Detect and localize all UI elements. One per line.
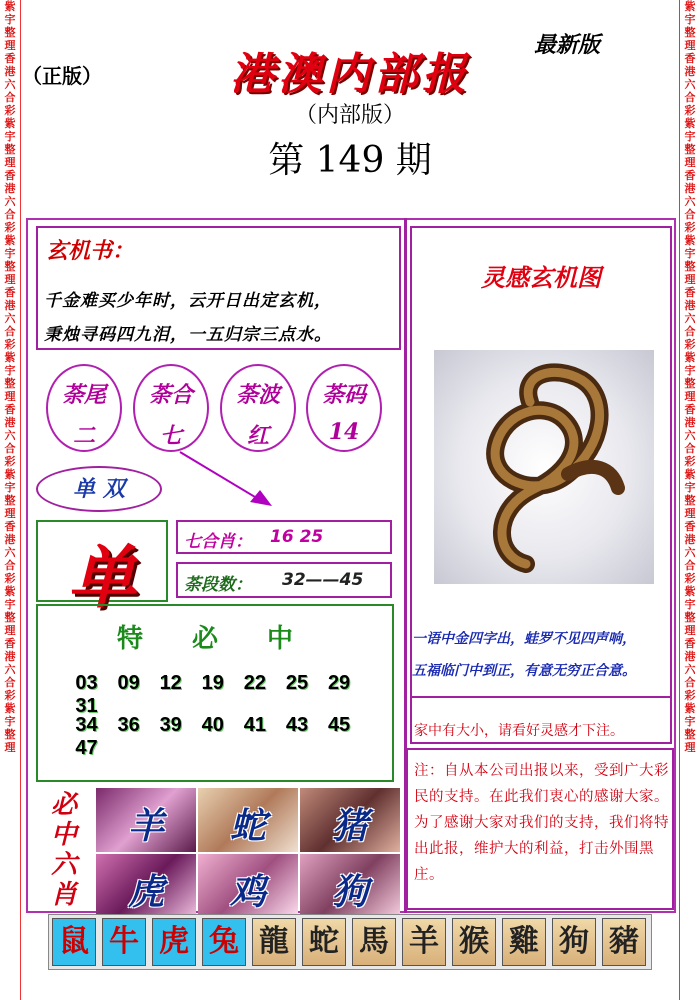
- tebi-number: 03: [75, 672, 98, 694]
- tebi-number: 40: [201, 714, 224, 736]
- big-char-box: [36, 520, 168, 618]
- lingan-poem-1: 一语中金四字出，蛙罗不见四声响，: [412, 631, 636, 647]
- tebi-row-1: [68, 672, 392, 718]
- zodiac-bar-goat: 羊: [402, 918, 446, 966]
- oval-he: [133, 364, 209, 452]
- zodiac-bar-tiger: 虎: [152, 918, 196, 966]
- zodiac-tile-label: 蛇: [229, 805, 266, 847]
- duanshu-box: [176, 562, 392, 598]
- zodiac-tile-label: 鸡: [229, 871, 266, 913]
- notice-text: 注：自从本公司出报以来，受到广大彩民的支持。在此我们衷心的感谢大家。为了感谢大家对我们的支持，我们将特出此报，维护大的利益，打击外围黑庄。: [414, 763, 669, 883]
- tebi-number: 12: [159, 672, 182, 694]
- oval-he-value: 七: [159, 423, 182, 449]
- zodiac-tile-label: 虎: [127, 871, 164, 913]
- zodiac-bar-snake: 蛇: [302, 918, 346, 966]
- xuanjishu-box: [36, 226, 401, 350]
- zodiac-bar-pig: 豬: [602, 918, 646, 966]
- arrow-icon: [176, 448, 276, 510]
- lingan-poem-2: 五福临门中到正，有意无穷正合意。: [412, 663, 636, 679]
- tebi-number: 43: [285, 714, 309, 736]
- edition-tag-left: （正版）: [22, 64, 102, 88]
- zodiac-bar-rat: 鼠: [52, 918, 96, 966]
- oval-bo: [220, 364, 296, 452]
- tebi-number: 39: [159, 714, 182, 736]
- lingan-note: 家中有大小，请看好灵感才下注。: [414, 723, 624, 739]
- oval-bo-label: 荼波: [235, 382, 280, 408]
- snake-icon: [434, 350, 654, 584]
- zodiac-tile-label: 猪: [331, 805, 368, 847]
- tebi-row-2: [68, 714, 392, 760]
- heshu-value: 16 25: [270, 527, 324, 547]
- dan-shuang-oval: 单 双: [36, 466, 162, 512]
- tebi-title: 特 必 中: [116, 624, 314, 654]
- side-strip-right: 紫宇整理香港六合彩紫宇整理香港六合彩紫宇整理香港六合彩紫宇整理香港六合彩紫宇整理香港六合彩紫宇整理香港六合彩紫宇整理: [679, 0, 700, 1000]
- oval-ma: [306, 364, 382, 452]
- zodiac-tile-label: 狗: [331, 871, 368, 913]
- oval-bo-value: 红: [246, 423, 269, 449]
- snake-image: [434, 350, 654, 584]
- oval-he-label: 荼合: [148, 382, 193, 408]
- page-subtitle: （内部版）: [294, 103, 405, 128]
- lingan-note-box: [410, 696, 672, 744]
- tebi-number: 22: [243, 672, 266, 694]
- zodiac-tile-gou: [300, 854, 400, 918]
- tebi-number: 31: [75, 695, 98, 717]
- zodiac-bar-horse: 馬: [352, 918, 396, 966]
- heshu-box: [176, 520, 392, 554]
- tebi-number: 45: [327, 714, 351, 736]
- notice-box: [406, 748, 674, 910]
- oval-ma-value: 14: [328, 419, 360, 445]
- zodiac-tile-ji: [198, 854, 298, 918]
- tebi-number: 29: [327, 672, 351, 694]
- zodiac-bar-monkey: 猴: [452, 918, 496, 966]
- zodiac-bar-ox: 牛: [102, 918, 146, 966]
- issue-number: 第 149 期: [268, 140, 432, 181]
- bizhong-label: 必中六肖: [50, 790, 77, 910]
- zodiac-tile-yang: [96, 788, 196, 852]
- xuanjishu-line-1: 千金难买少年时，云开日出定玄机，: [44, 291, 332, 311]
- zodiac-tile-she: [198, 788, 298, 852]
- xuanjishu-line-2: 秉烛寻码四九泪，一五归宗三点水。: [44, 325, 332, 345]
- oval-wei: [46, 364, 122, 452]
- oval-ma-label: 荼码: [321, 382, 366, 408]
- tebi-number: 47: [75, 737, 98, 759]
- tebi-number: 36: [117, 714, 140, 736]
- duanshu-label: 荼段数：: [184, 575, 252, 595]
- heshu-label: 七合肖：: [184, 532, 252, 552]
- tebi-number: 25: [285, 672, 309, 694]
- edition-tag-right: 最新版: [534, 32, 601, 58]
- zodiac-bar-dragon: 龍: [252, 918, 296, 966]
- tebi-number: 19: [201, 672, 224, 694]
- side-strip-left: 紫宇整理香港六合彩紫宇整理香港六合彩紫宇整理香港六合彩紫宇整理香港六合彩紫宇整理香港六合彩紫宇整理香港六合彩紫宇整理: [0, 0, 21, 1000]
- tebi-number: 09: [117, 672, 140, 694]
- tebi-number: 34: [75, 714, 98, 736]
- lingan-title: 灵感玄机图: [481, 263, 601, 292]
- oval-wei-label: 荼尾: [61, 382, 106, 408]
- tebi-number: 41: [243, 714, 266, 736]
- zodiac-bar-rooster: 雞: [502, 918, 546, 966]
- duanshu-value: 32——45: [282, 570, 364, 590]
- zodiac-tile-label: 羊: [127, 805, 164, 847]
- zodiac-bar-dog: 狗: [552, 918, 596, 966]
- big-char: 单: [67, 538, 136, 618]
- oval-wei-value: 二: [72, 423, 95, 449]
- page-title: 港澳内部报: [230, 49, 470, 100]
- zodiac-bar-rabbit: 兔: [202, 918, 246, 966]
- xuanjishu-title: 玄机书：: [46, 238, 135, 264]
- tebi-box: [36, 604, 394, 782]
- zodiac-tile-hu: [96, 854, 196, 918]
- zodiac-tile-zhu: [300, 788, 400, 852]
